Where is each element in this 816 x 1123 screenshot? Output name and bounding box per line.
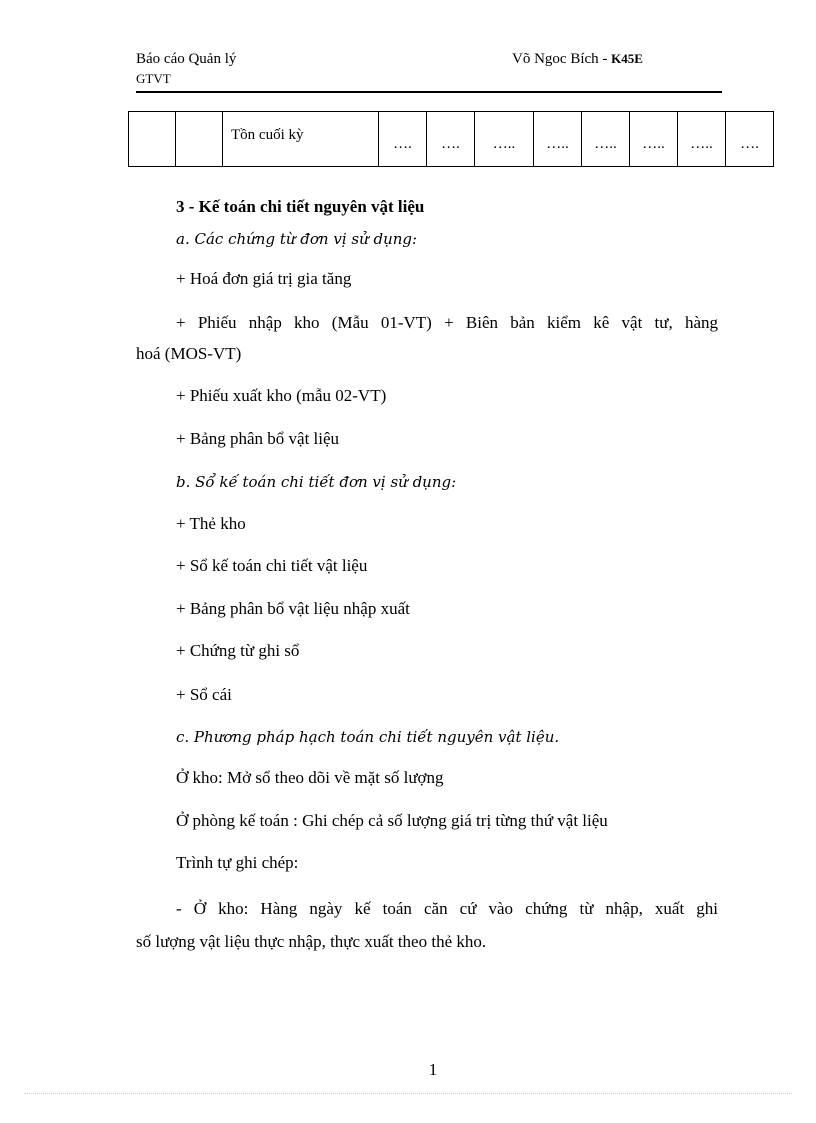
- header-author-name: Võ Ngoc Bích -: [512, 51, 612, 67]
- page-header: [136, 50, 722, 93]
- table-cell: …..: [582, 112, 630, 167]
- list-item: + Phiếu nhập kho (Mẫu 01-VT) + Biên bản kiểm kê vật tư, hàng: [176, 313, 718, 332]
- list-item: + Bảng phân bổ vật liệu: [176, 429, 340, 448]
- paragraph-continuation: số lượng vật liệu thực nhập, thực xuất theo thẻ kho.: [136, 932, 487, 951]
- subsection-b: b. Sổ kế toán chi tiết đơn vị sử dụng:: [176, 473, 457, 491]
- list-item: + Thẻ kho: [176, 514, 246, 533]
- header-report-subtitle: GTVT: [136, 71, 171, 86]
- list-item: + Phiếu xuất kho (mẫu 02-VT): [176, 386, 387, 405]
- paragraph: Trình tự ghi chép:: [176, 853, 299, 872]
- list-item-continuation: hoá (MOS-VT): [136, 344, 242, 363]
- list-item: + Bảng phân bổ vật liệu nhập xuất: [176, 599, 410, 618]
- list-item: + Chứng từ ghi sổ: [176, 641, 300, 660]
- table-cell: …..: [678, 112, 726, 167]
- section-title: 3 - Kế toán chi tiết nguyên vật liệu: [176, 197, 425, 216]
- table-cell: ….: [427, 112, 475, 167]
- table-cell: ….: [726, 112, 774, 167]
- paragraph: Ở phòng kế toán : Ghi chép cả số lượng giá trị từng thứ vật liệu: [176, 811, 608, 830]
- table-cell-label: Tồn cuối kỳ: [223, 112, 379, 167]
- ending-balance-table: [128, 111, 774, 167]
- table-cell: [129, 112, 176, 167]
- list-item: + Sổ cái: [176, 685, 232, 704]
- list-item: + Hoá đơn giá trị gia tăng: [176, 269, 352, 288]
- subsection-c: c. Phương pháp hạch toán chi tiết nguyên vật liệu.: [176, 728, 560, 746]
- list-item: + Sổ kế toán chi tiết vật liệu: [176, 556, 368, 575]
- table-cell: [176, 112, 223, 167]
- page-bottom-divider: [24, 1093, 792, 1094]
- page-number: 1: [428, 1060, 438, 1079]
- table-row: [129, 112, 774, 167]
- paragraph: - Ở kho: Hàng ngày kế toán căn cứ vào chứng từ nhập, xuất ghi: [176, 899, 718, 918]
- header-report-title: Báo cáo Quản lý: [136, 51, 237, 67]
- subsection-a: a. Các chứng từ đơn vị sử dụng:: [176, 230, 418, 248]
- table-cell: …..: [534, 112, 582, 167]
- table-cell: ….: [379, 112, 427, 167]
- paragraph: Ở kho: Mở sổ theo dõi về mặt số lượng: [176, 768, 444, 787]
- header-author: [512, 50, 643, 68]
- table-cell: …..: [475, 112, 534, 167]
- table-cell: …..: [630, 112, 678, 167]
- header-class-code: K45E: [611, 51, 643, 66]
